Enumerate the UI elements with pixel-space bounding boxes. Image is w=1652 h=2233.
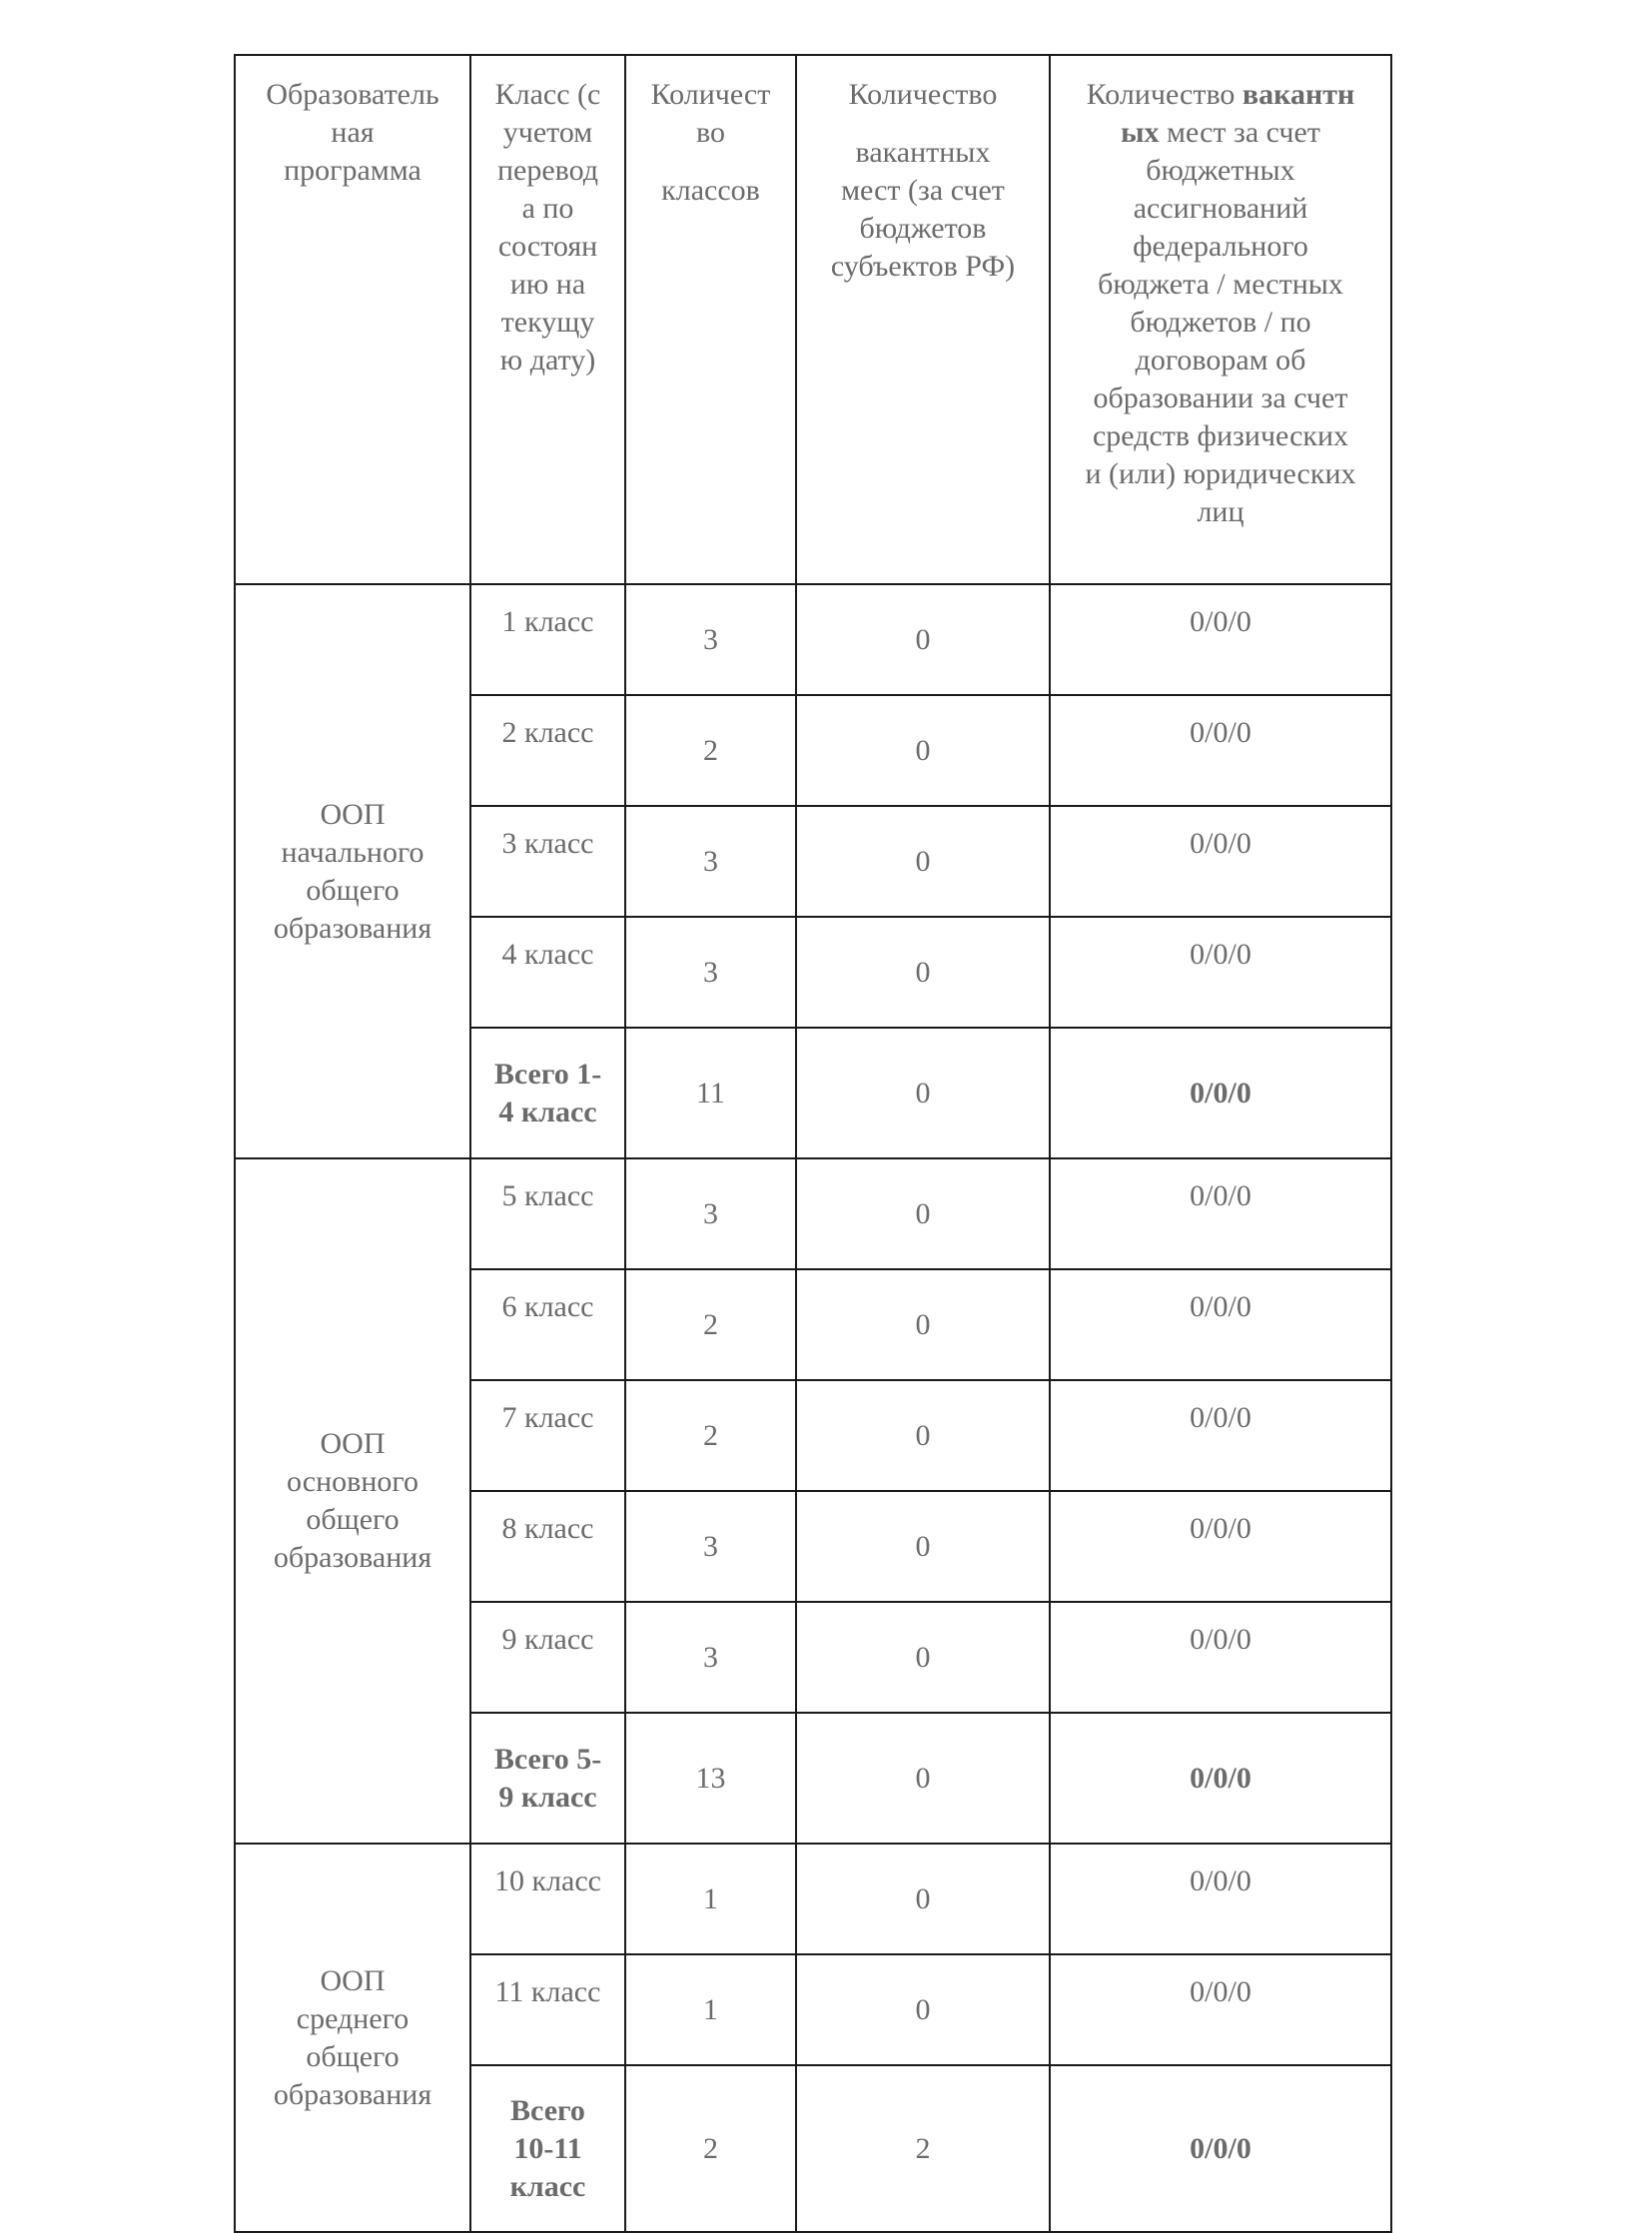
- regional-vacancies-cell: 0: [796, 695, 1050, 806]
- program-cell: ООП начального общего образования: [235, 584, 470, 1158]
- class-cell: 7 класс: [470, 1380, 625, 1491]
- regional-vacancies-cell: 0: [796, 917, 1050, 1028]
- federal-vacancies-cell: 0/0/0: [1050, 1380, 1391, 1491]
- regional-vacancies-cell: 0: [796, 1602, 1050, 1713]
- federal-vacancies-cell: 0/0/0: [1050, 1954, 1391, 2065]
- header-federal-vacancies: Количество вакантн ых мест за счет бюджетных ассигнований федерального бюджета / местных бюджетов / по договорам об образовании за счет средств физических и (или) юридических лиц: [1050, 55, 1391, 584]
- total-class-cell: Всего 1- 4 класс: [470, 1028, 625, 1158]
- total-class-count-cell: 13: [625, 1713, 796, 1844]
- class-count-cell: 3: [625, 1491, 796, 1602]
- table-row: [235, 1158, 1391, 1269]
- table-row: [235, 584, 1391, 695]
- regional-vacancies-cell: 0: [796, 584, 1050, 695]
- total-class-cell: Всего 10-11 класс: [470, 2065, 625, 2232]
- program-cell: ООП среднего общего образования: [235, 1844, 470, 2232]
- regional-vacancies-cell: 0: [796, 1158, 1050, 1269]
- regional-vacancies-cell: 0: [796, 806, 1050, 917]
- regional-vacancies-cell: 0: [796, 1954, 1050, 2065]
- regional-vacancies-cell: 0: [796, 1380, 1050, 1491]
- class-cell: 2 класс: [470, 695, 625, 806]
- class-cell: 8 класс: [470, 1491, 625, 1602]
- class-count-cell: 3: [625, 806, 796, 917]
- class-count-cell: 2: [625, 695, 796, 806]
- table-row: [235, 1844, 1391, 1954]
- federal-vacancies-cell: 0/0/0: [1050, 1602, 1391, 1713]
- total-regional-vacancies-cell: 0: [796, 1713, 1050, 1844]
- class-cell: 11 класс: [470, 1954, 625, 2065]
- vacancies-table: [234, 54, 1392, 2233]
- federal-vacancies-cell: 0/0/0: [1050, 1844, 1391, 1954]
- class-cell: 6 класс: [470, 1269, 625, 1380]
- total-federal-vacancies-cell: 0/0/0: [1050, 2065, 1391, 2232]
- program-cell: ООП основного общего образования: [235, 1158, 470, 1844]
- header-regional-vacancies: Количество вакантных мест (за счет бюджетов субъектов РФ): [796, 55, 1050, 584]
- class-count-cell: 3: [625, 1158, 796, 1269]
- class-cell: 4 класс: [470, 917, 625, 1028]
- class-count-cell: 3: [625, 584, 796, 695]
- class-count-cell: 2: [625, 1380, 796, 1491]
- class-cell: 1 класс: [470, 584, 625, 695]
- class-count-cell: 3: [625, 1602, 796, 1713]
- total-regional-vacancies-cell: 0: [796, 1028, 1050, 1158]
- class-cell: 5 класс: [470, 1158, 625, 1269]
- class-count-cell: 1: [625, 1844, 796, 1954]
- federal-vacancies-cell: 0/0/0: [1050, 1269, 1391, 1380]
- regional-vacancies-cell: 0: [796, 1269, 1050, 1380]
- total-federal-vacancies-cell: 0/0/0: [1050, 1028, 1391, 1158]
- total-regional-vacancies-cell: 2: [796, 2065, 1050, 2232]
- federal-vacancies-cell: 0/0/0: [1050, 1491, 1391, 1602]
- header-class-count: Количест во классов: [625, 55, 796, 584]
- class-count-cell: 3: [625, 917, 796, 1028]
- class-cell: 10 класс: [470, 1844, 625, 1954]
- class-cell: 3 класс: [470, 806, 625, 917]
- federal-vacancies-cell: 0/0/0: [1050, 584, 1391, 695]
- class-cell: 9 класс: [470, 1602, 625, 1713]
- total-class-cell: Всего 5- 9 класс: [470, 1713, 625, 1844]
- federal-vacancies-cell: 0/0/0: [1050, 1158, 1391, 1269]
- header-row: [235, 55, 1391, 584]
- federal-vacancies-cell: 0/0/0: [1050, 695, 1391, 806]
- federal-vacancies-cell: 0/0/0: [1050, 806, 1391, 917]
- total-federal-vacancies-cell: 0/0/0: [1050, 1713, 1391, 1844]
- class-count-cell: 2: [625, 1269, 796, 1380]
- regional-vacancies-cell: 0: [796, 1844, 1050, 1954]
- federal-vacancies-cell: 0/0/0: [1050, 917, 1391, 1028]
- total-class-count-cell: 2: [625, 2065, 796, 2232]
- header-class: Класс (с учетом перевод а по состоян ию на текущу ю дату): [470, 55, 625, 584]
- total-class-count-cell: 11: [625, 1028, 796, 1158]
- regional-vacancies-cell: 0: [796, 1491, 1050, 1602]
- class-count-cell: 1: [625, 1954, 796, 2065]
- header-program: Образователь ная программа: [235, 55, 470, 584]
